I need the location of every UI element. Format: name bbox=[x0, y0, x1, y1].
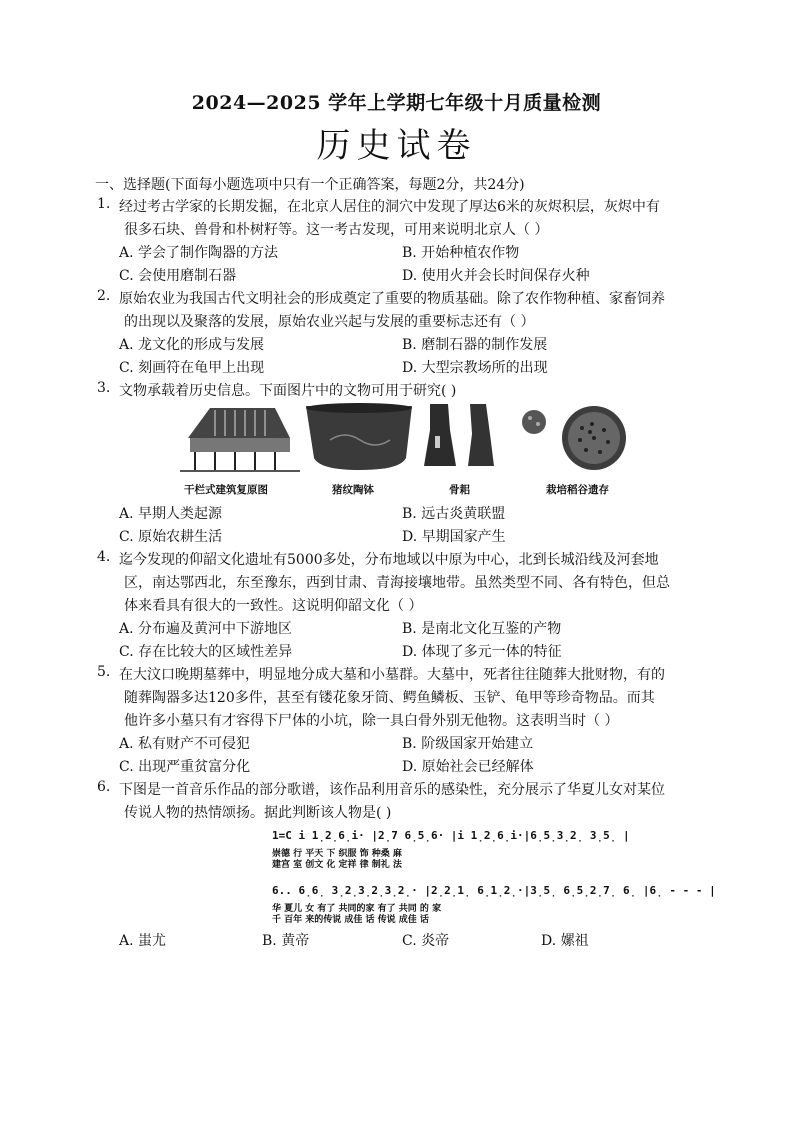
question-5-stem-line1: 在大汶口晚期墓葬中，明显地分成大墓和小墓群。大墓中，死者往往随葬大批财物，有的 bbox=[119, 667, 665, 683]
question-2-option-a[interactable]: A. 龙文化的形成与发展 bbox=[119, 337, 265, 353]
question-2-stem-line2: 的出现以及聚落的发展，原始农业兴起与发展的重要标志还有（ ） bbox=[124, 314, 535, 330]
lyrics-row-1a: 崇德 行 平天 下 织服 饰 种桑 麻 bbox=[272, 849, 402, 859]
question-5-option-a[interactable]: A. 私有财产不可侵犯 bbox=[119, 736, 251, 752]
question-5-stem-line3: 他许多小墓只有才容得下尸体的小坑，除一具白骨外别无他物。这表明当时（ ） bbox=[124, 713, 619, 729]
question-4-option-c[interactable]: C. 存在比较大的区域性差异 bbox=[119, 644, 293, 660]
question-3-option-b[interactable]: B. 远古炎黄联盟 bbox=[402, 506, 506, 522]
music-notation-row-2: 6.. 6̣6̣ 3̣2̣3̣2̣3̣2̣· |2̣2̣1̣ 6̣1̣2̣·|3̣5̣ 6̣5̣2̣7̣ 6̣ |6̣ - - - | bbox=[272, 884, 716, 897]
question-1-option-a[interactable]: A. 学会了制作陶器的方法 bbox=[119, 245, 279, 261]
question-6-option-b[interactable]: B. 黄帝 bbox=[262, 933, 310, 949]
question-5-option-c[interactable]: C. 出现严重贫富分化 bbox=[119, 759, 251, 775]
question-1-stem-line2: 很多石块、兽骨和朴树籽等。这一考古发现，可用来说明北京人（ ） bbox=[124, 222, 549, 238]
question-4-number: 4. bbox=[97, 549, 111, 565]
lyrics-row-2a: 华 夏儿 女 有了 共同的家 有了 共同 的 家 bbox=[272, 904, 442, 914]
question-1-option-b[interactable]: B. 开始种植农作物 bbox=[402, 245, 520, 261]
question-3-stem-line1: 文物承载着历史信息。下面图片中的文物可用于研究( ) bbox=[119, 383, 457, 399]
question-2-number: 2. bbox=[97, 288, 111, 304]
question-3-option-d[interactable]: D. 早期国家产生 bbox=[402, 529, 506, 545]
question-6-stem-line2: 传说人物的热情颂扬。据此判断该人物是( ) bbox=[124, 805, 392, 821]
question-6-option-d[interactable]: D. 嫘祖 bbox=[541, 933, 589, 949]
question-5-number: 5. bbox=[97, 664, 111, 680]
exam-title: 2024—2025 学年上学期七年级十月质量检测 bbox=[191, 92, 602, 114]
rice-remains-image bbox=[522, 406, 626, 470]
question-5-option-d[interactable]: D. 原始社会已经解体 bbox=[402, 759, 534, 775]
lyrics-row-2b: 千 百年 来的传说 成佳 话 传说 成佳 话 bbox=[272, 915, 429, 925]
question-3-option-a[interactable]: A. 早期人类起源 bbox=[119, 506, 223, 522]
question-1-stem-line1: 经过考古学家的长期发掘，在北京人居住的洞穴中发现了厚达6米的灰烬积层，灰烬中有 bbox=[119, 199, 660, 215]
subject-title: 历史试卷 bbox=[316, 126, 477, 166]
question-2-option-c[interactable]: C. 刻画符在龟甲上出现 bbox=[119, 360, 265, 376]
question-6-number: 6. bbox=[97, 779, 111, 795]
question-3-number: 3. bbox=[97, 380, 111, 396]
question-6-option-c[interactable]: C. 炎帝 bbox=[402, 933, 450, 949]
music-notation-row-1: 1=C i 1̣2̣6̣i· |2̣7 6̣5̣6· |i 1̣2̣6̣i·|6̣5̣3̣2̣ 3̣5̣ | bbox=[272, 829, 630, 842]
question-1-option-c[interactable]: C. 会使用磨制石器 bbox=[119, 268, 237, 284]
question-1-number: 1. bbox=[97, 196, 111, 212]
figure-label-rice-remains: 栽培稻谷遗存 bbox=[546, 484, 609, 496]
bone-spade-image bbox=[424, 404, 494, 466]
question-5-option-b[interactable]: B. 阶级国家开始建立 bbox=[402, 736, 534, 752]
question-4-option-a[interactable]: A. 分布遍及黄河中下游地区 bbox=[119, 621, 293, 637]
lyrics-row-1b: 建宫 室 创文 化 定祥 律 制礼 法 bbox=[272, 860, 402, 870]
question-6-option-a[interactable]: A. 蚩尤 bbox=[119, 933, 167, 949]
pottery-bowl-image bbox=[306, 403, 412, 470]
artifact-figure bbox=[180, 400, 640, 480]
question-4-stem-line3: 体来看具有很大的一致性。这说明仰韶文化（ ） bbox=[124, 598, 423, 614]
question-2-option-d[interactable]: D. 大型宗教场所的出现 bbox=[402, 360, 548, 376]
question-2-stem-line1: 原始农业为我国古代文明社会的形成奠定了重要的物质基础。除了农作物种植、家畜饲养 bbox=[119, 291, 665, 307]
question-2-option-b[interactable]: B. 磨制石器的制作发展 bbox=[402, 337, 548, 353]
question-4-option-b[interactable]: B. 是南北文化互鉴的产物 bbox=[402, 621, 562, 637]
question-4-stem-line1: 迄今发现的仰韶文化遗址有5000多处，分布地域以中原为中心，北到长城沿线及河套地 bbox=[119, 552, 659, 568]
section-heading: 一、选择题(下面每小题选项中只有一个正确答案，每题2分，共24分) bbox=[95, 177, 525, 193]
figure-label-pottery-bowl: 猪纹陶钵 bbox=[332, 484, 374, 496]
stilt-house-image bbox=[180, 408, 300, 471]
question-3-option-c[interactable]: C. 原始农耕生活 bbox=[119, 529, 223, 545]
question-5-stem-line2: 随葬陶器多达120多件，甚至有镂花象牙筒、鳄鱼鳞板、玉铲、龟甲等珍奇物品。而其 bbox=[124, 690, 655, 706]
figure-label-bone-spade: 骨耜 bbox=[449, 484, 470, 496]
question-4-stem-line2: 区，南达鄂西北，东至豫东，西到甘肃、青海接壤地带。虽然类型不同、各有特色，但总 bbox=[124, 575, 670, 591]
figure-label-stilt-house: 干栏式建筑复原图 bbox=[184, 484, 268, 496]
question-1-option-d[interactable]: D. 使用火并会长时间保存火种 bbox=[402, 268, 590, 284]
question-4-option-d[interactable]: D. 体现了多元一体的特征 bbox=[402, 644, 562, 660]
question-6-stem-line1: 下图是一首音乐作品的部分歌谱，该作品利用音乐的感染性，充分展示了华夏儿女对某位 bbox=[119, 782, 665, 798]
